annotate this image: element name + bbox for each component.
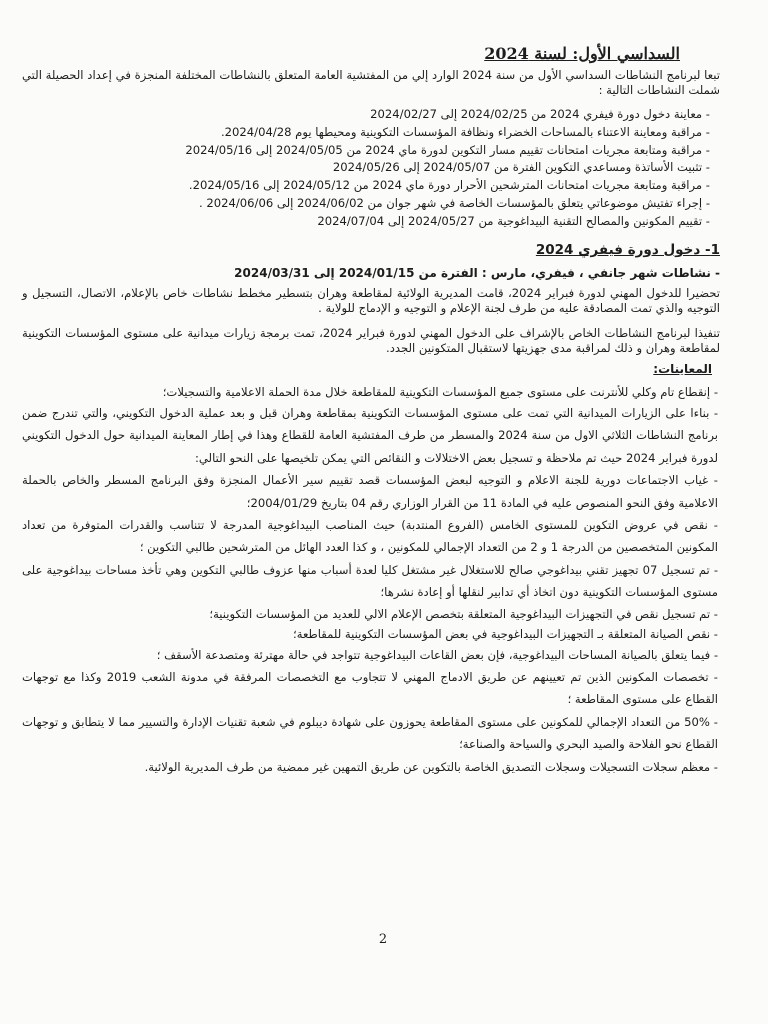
- page-title: السداسي الأول: لسنة 2024: [484, 44, 680, 63]
- list-item: - نقص الصيانة المتعلقة بـ التجهيزات البيداغوجية في بعض المؤسسات التكوينية للمقاطعة؛: [293, 626, 718, 641]
- list-item: - تم تسجيل نقص في التجهيزات البيداغوجية المتعلقة بتخصص الإعلام الالي للعديد من المؤسسات التكوينية؛: [209, 606, 718, 621]
- list-item: - إنقطاع تام وكلي للأنترنت على مستوى جميع المؤسسات التكوينية للمقاطعة خلال مدة الحملة الاعلامية والتسجيلات؛: [162, 385, 718, 399]
- observations-label: المعاينات:: [653, 362, 712, 376]
- list-item: - بناءا على الزيارات الميدانية التي تمت على مستوى المؤسسات التكوينية بمقاطعة وهران قبل و بعد عملية الدخول التكويني، والتي تندرج ضمن برنامج النشاطات الثلاثي الاول من سنة 2024 والمسطر من طرف المفتشية العامة للقطاع وهذا في إطار المعاينة الميدانية حول الدخول التكويني لدورة فبراير 2024 حيث تم ملاحظة و تسجيل بعض الاختلالات و النقائص التي يمكن تلخيصها على النحو التالي:: [22, 406, 718, 465]
- list-item: - معاينة دخول دورة فيفري 2024 من 2024/02/25 إلى 2024/02/27: [370, 107, 710, 121]
- list-item: - مراقبة ومعاينة الاعتناء بالمساحات الخضراء ونظافة المؤسسات التكوينية ومحيطها يوم 2024/04/28.: [220, 124, 710, 139]
- list-item: - تثبيت الأساتذة ومساعدي التكوين الفترة من 2024/05/07 إلى 2024/05/26: [332, 160, 710, 175]
- list-item: - تقييم المكونين والمصالح التقنية البيداغوجية من 2024/05/27 إلى 2024/07/04: [317, 213, 710, 228]
- activities-list: [22, 106, 720, 231]
- list-item: - إجراء تفتيش موضوعاتي يتعلق بالمؤسسات الخاصة في شهر جوان من 2024/06/02 إلى 2024/06/06 .: [199, 195, 710, 210]
- list-item: - فيما يتعلق بالصيانة المساحات البيداغوجية، فإن بعض القاعات البيداغوجية تتواجد في حالة مهترئة ومتصدعة الأسقف ؛: [156, 647, 718, 662]
- list-item: - مراقبة ومتابعة مجريات امتحانات تقييم مسار التكوين لدورة ماي 2024 من 2024/05/05 إلى 2024/05/16: [185, 142, 710, 157]
- observations-list: [22, 382, 720, 778]
- document-page: [22, 40, 720, 984]
- list-item: - معظم سجلات التسجيلات وسجلات التصديق الخاصة بالتكوين عن طريق التمهين غير ممضية من طرف المديرية الولائية.: [144, 759, 718, 774]
- intro-paragraph: تبعا لبرنامج النشاطات السداسي الأول من سنة 2024 الوارد إلي من المفتشية العامة المتعلق بالنشاطات المختلفة المنجزة في إعداد الحصيلة التي شملت النشاطات التالية :: [22, 68, 720, 97]
- list-item: - غياب الاجتماعات دورية للجنة الاعلام و التوجيه لبعض المؤسسات قصد تقييم سير الأعمال المنجزة وفق البرنامج المسطر والخاص بالحملة الاعلامية وفق النحو المنصوص عليه في المادة 11 من القرار الوزاري رقم 04 بتاريخ 2004/01/29؛: [22, 473, 718, 510]
- list-item: - تخصصات المكونين الذين تم تعيينهم عن طريق الادماج المهني لا تتجاوب مع التخصصات المرفقة في مدونة الشعب 2019 وكذا مع توجهات القطاع على مستوى المقاطعة ؛: [22, 670, 718, 707]
- paragraph-implementation: تنفيذا لبرنامج النشاطات الخاص بالإشراف على الدخول المهني لدورة فبراير 2024، تمت برمجة زيارات ميدانية على مستوى المؤسسات التكوينية لمقاطعة وهران و ذلك لمراقبة مدى جهزيتها لاستقبال المتكونين الجدد.: [22, 326, 720, 355]
- page-number: 2: [378, 932, 388, 947]
- list-item: - نقص في عروض التكوين للمستوى الخامس (الفروع المنتدبة) حيث المناصب البيداغوجية المدرجة لا تتناسب والقدرات المتوفرة من تعداد المكونين المتخصصين من الدرجة 1 و 2 من التعداد الإجمالي للمكونين ، و كذا العدد الهائل من المترشحين طالبي التكوين ؛: [22, 518, 718, 555]
- list-item: - 50% من التعداد الإجمالي للمكونين على مستوى المقاطعة يحوزون على شهادة ديبلوم في شعبة تقنيات الإدارة والتسيير مما لا يتطابق و توجهات القطاع نحو الفلاحة والصيد البحري والسياحة والصناعة؛: [22, 714, 718, 752]
- paragraph-preparation: تحضيرا للدخول المهني لدورة فبراير 2024، قامت المديرية الولائية لمقاطعة وهران بتسطير مخطط نشاطات خاص بالإعلام، الاتصال، التسجيل و التوجيه والذي تمت المصادقة عليه من طرف لجنة الإعلام و التوجيه و الإدماج للولاية .: [22, 286, 720, 315]
- list-item: - مراقبة ومتابعة مجريات امتحانات المترشحين الأحرار دورة ماي 2024 من 2024/05/12 إلى 2024/05/16.: [188, 178, 710, 193]
- section-heading: 1- دخول دورة فيفري 2024: [535, 242, 720, 258]
- period-line: - نشاطات شهر جانفي ، فيفري، مارس : الفترة من 2024/01/15 إلى 2024/03/31: [234, 266, 720, 280]
- list-item: - تم تسجيل 07 تجهيز تقني بيداغوجي صالح للاستغلال غير مشتغل كليا لعدة أسباب منها عزوف طالبي التكوين وهي تأخذ مساحات بيداغوجية على مستوى المؤسسات التكوينية دون اتخاذ أي تدابير لنقلها أو إعادة نشرها؛: [22, 562, 719, 600]
